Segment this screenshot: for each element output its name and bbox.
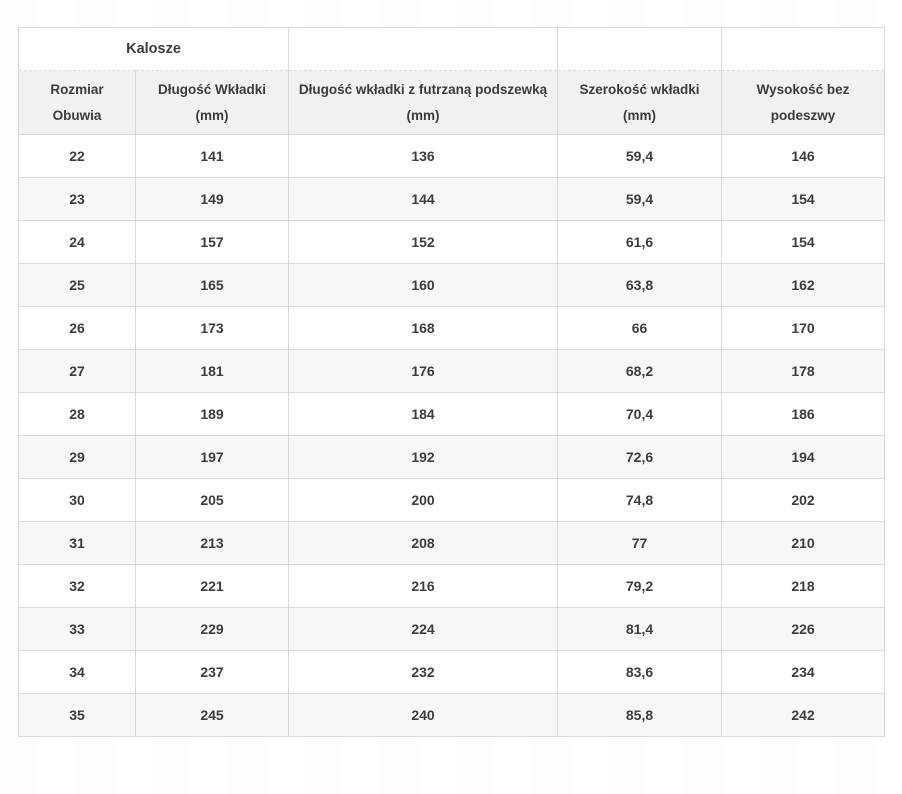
table-cell: 141: [136, 135, 289, 178]
table-cell: 154: [722, 221, 885, 264]
table-row: [19, 307, 885, 350]
group-header-cell-kalosze: Kalosze: [19, 28, 289, 71]
table-cell: 202: [722, 479, 885, 522]
table-cell: 242: [722, 694, 885, 737]
table-row: [19, 565, 885, 608]
table-cell: 165: [136, 264, 289, 307]
table-cell: 224: [289, 608, 558, 651]
table-row: [19, 694, 885, 737]
table-cell: 226: [722, 608, 885, 651]
table-cell: 218: [722, 565, 885, 608]
table-cell: 81,4: [558, 608, 722, 651]
column-header-line: podeszwy: [770, 107, 836, 123]
column-header-line: Szerokość wkładki: [579, 81, 700, 97]
table-header: [19, 28, 885, 135]
table-cell: 79,2: [558, 565, 722, 608]
table-cell: 210: [722, 522, 885, 565]
group-header-empty-cell: [558, 28, 722, 71]
table-cell: 154: [722, 178, 885, 221]
table-cell: 200: [289, 479, 558, 522]
table-cell: 245: [136, 694, 289, 737]
table-cell: 59,4: [558, 178, 722, 221]
table-cell: 74,8: [558, 479, 722, 522]
table-cell: 234: [722, 651, 885, 694]
column-header-line: Obuwia: [52, 107, 102, 123]
column-header-line: Długość wkładki z futrzaną podszewką: [298, 81, 548, 97]
table-cell: 152: [289, 221, 558, 264]
column-header-line: (mm): [406, 107, 440, 123]
table-cell: 23: [19, 178, 136, 221]
table-cell: 229: [136, 608, 289, 651]
table-cell: 25: [19, 264, 136, 307]
table-cell: 68,2: [558, 350, 722, 393]
table-row: [19, 178, 885, 221]
table-cell: 160: [289, 264, 558, 307]
column-header-line: Wysokość bez: [756, 81, 850, 97]
table-cell: 35: [19, 694, 136, 737]
table-cell: 176: [289, 350, 558, 393]
table-cell: 22: [19, 135, 136, 178]
column-header-line: Rozmiar: [50, 81, 104, 97]
column-header-line: (mm): [195, 107, 229, 123]
table-cell: 26: [19, 307, 136, 350]
column-header-line: (mm): [623, 107, 656, 123]
table-cell: 83,6: [558, 651, 722, 694]
table-cell: 240: [289, 694, 558, 737]
group-header-row: [19, 28, 885, 71]
column-header-szerokosc-wkladki: [558, 71, 722, 135]
table-cell: 168: [289, 307, 558, 350]
table-cell: 144: [289, 178, 558, 221]
table-cell: 85,8: [558, 694, 722, 737]
column-header-line: Długość Wkładki: [157, 81, 267, 97]
table-cell: 157: [136, 221, 289, 264]
table-cell: 232: [289, 651, 558, 694]
table-cell: 186: [722, 393, 885, 436]
table-cell: 205: [136, 479, 289, 522]
column-header-wysokosc-bez-podeszwy: [722, 71, 885, 135]
table-cell: 221: [136, 565, 289, 608]
table-cell: 24: [19, 221, 136, 264]
column-header-row: [19, 71, 885, 135]
table-cell: 208: [289, 522, 558, 565]
table-cell: 178: [722, 350, 885, 393]
table-cell: 63,8: [558, 264, 722, 307]
table-cell: 34: [19, 651, 136, 694]
table-row: [19, 522, 885, 565]
table-cell: 184: [289, 393, 558, 436]
table-row: [19, 651, 885, 694]
table-cell: 66: [558, 307, 722, 350]
table-cell: 192: [289, 436, 558, 479]
table-cell: 28: [19, 393, 136, 436]
group-header-empty-cell: [289, 28, 558, 71]
table-cell: 162: [722, 264, 885, 307]
table-cell: 216: [289, 565, 558, 608]
table-cell: 213: [136, 522, 289, 565]
table-cell: 197: [136, 436, 289, 479]
shoe-size-table: [18, 27, 885, 737]
table-row: [19, 221, 885, 264]
table-cell: 194: [722, 436, 885, 479]
table-cell: 189: [136, 393, 289, 436]
table-row: [19, 264, 885, 307]
table-cell: 72,6: [558, 436, 722, 479]
table-cell: 170: [722, 307, 885, 350]
table-row: [19, 436, 885, 479]
group-header-empty-cell: [722, 28, 885, 71]
table-cell: 59,4: [558, 135, 722, 178]
table-row: [19, 608, 885, 651]
column-header-rozmiar-obuwia: [19, 71, 136, 135]
table-row: [19, 479, 885, 522]
table-body: [19, 135, 885, 737]
table-cell: 237: [136, 651, 289, 694]
table-cell: 61,6: [558, 221, 722, 264]
table-cell: 149: [136, 178, 289, 221]
table-cell: 29: [19, 436, 136, 479]
table-cell: 30: [19, 479, 136, 522]
table-cell: 32: [19, 565, 136, 608]
table-cell: 33: [19, 608, 136, 651]
table-cell: 173: [136, 307, 289, 350]
table-cell: 27: [19, 350, 136, 393]
table-row: [19, 135, 885, 178]
table-cell: 70,4: [558, 393, 722, 436]
table-row: [19, 350, 885, 393]
column-header-dlugosc-wkladki-futrzana: [289, 71, 558, 135]
table-cell: 77: [558, 522, 722, 565]
table-cell: 181: [136, 350, 289, 393]
table-row: [19, 393, 885, 436]
column-header-dlugosc-wkladki: [136, 71, 289, 135]
table-cell: 136: [289, 135, 558, 178]
table-cell: 31: [19, 522, 136, 565]
table-cell: 146: [722, 135, 885, 178]
